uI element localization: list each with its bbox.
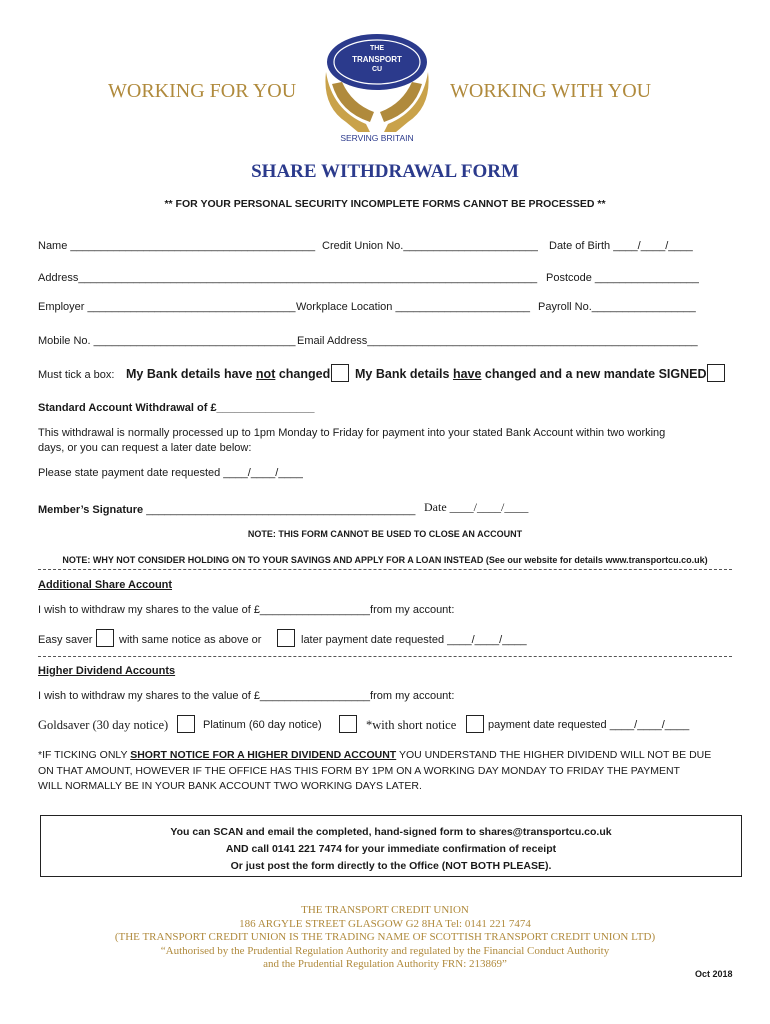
address-field[interactable]: Address___________________________________________________________________________ — [38, 272, 538, 284]
footer-trading-name: (THE TRANSPORT CREDIT UNION IS THE TRADING NAME OF SCOTTISH TRANSPORT CREDIT UNION LTD) — [114, 931, 656, 943]
platinum-checkbox[interactable] — [339, 715, 357, 733]
loan-note: NOTE: WHY NOT CONSIDER HOLDING ON TO YOUR SAVINGS AND APPLY FOR A LOAN INSTEAD (See our website for details www.transportcu.co.uk) — [62, 555, 708, 565]
bank-changed-label: My Bank details have changed and a new mandate SIGNED — [355, 367, 707, 381]
additional-share-heading: Additional Share Account — [38, 579, 173, 591]
logo-text-2: TRANSPORT — [352, 55, 402, 64]
goldsaver-label: Goldsaver (30 day notice) — [38, 718, 169, 732]
bank-unchanged-label: My Bank details have not changed — [126, 367, 331, 381]
page-title: SHARE WITHDRAWAL FORM — [251, 161, 519, 182]
warning-line3: WILL NORMALLY BE IN YOUR BANK ACCOUNT TWO WORKING DAYS LATER. — [38, 780, 422, 792]
processing-text-line2: days, or you can request a later date below: — [38, 442, 252, 454]
signature-date-field[interactable]: Date ____/____/____ — [424, 500, 529, 514]
goldsaver-checkbox[interactable] — [177, 715, 195, 733]
security-note: ** FOR YOUR PERSONAL SECURITY INCOMPLETE FORMS CANNOT BE PROCESSED ** — [164, 198, 606, 210]
employer-field[interactable]: Employer __________________________________ — [38, 301, 296, 313]
additional-withdraw-field[interactable]: I wish to withdraw my shares to the value of £__________________from my account: — [38, 604, 455, 616]
same-notice-label: with same notice as above or — [119, 634, 262, 646]
platinum-label: Platinum (60 day notice) — [203, 719, 322, 731]
footer-regulation-1: “Authorised by the Prudential Regulation Authority and regulated by the Financial Conduct Authority — [160, 944, 610, 957]
footer — [0, 904, 770, 972]
bank-unchanged-checkbox[interactable] — [331, 364, 349, 382]
higher-dividend-heading: Higher Dividend Accounts — [38, 665, 176, 677]
easy-saver-label: Easy saver — [38, 634, 93, 646]
payment-date-field[interactable]: Please state payment date requested ____/____/____ — [38, 467, 303, 479]
email-field[interactable]: Email Address______________________________________________________ — [297, 335, 698, 347]
logo-tagline: SERVING BRITAIN — [340, 133, 414, 143]
divider — [38, 569, 732, 570]
warning-line2: ON THAT AMOUNT, HOWEVER IF THE OFFICE HAS THIS FORM BY 1PM ON A WORKING DAY MONDAY TO FRIDAY THE PAYMENT — [38, 765, 680, 777]
close-account-note: NOTE: THIS FORM CANNOT BE USED TO CLOSE AN ACCOUNT — [247, 529, 523, 539]
easy-saver-checkbox[interactable] — [96, 629, 114, 647]
standard-withdrawal-field[interactable]: Standard Account Withdrawal of £________________ — [38, 402, 315, 414]
date-of-birth-field[interactable]: Date of Birth ____/____/____ — [549, 240, 693, 252]
footer-address: 186 ARGYLE STREET GLASGOW G2 8HA Tel: 0141 221 7474 — [239, 917, 531, 930]
higher-payment-date-field[interactable]: payment date requested ____/____/____ — [488, 719, 690, 731]
slogan-left: WORKING FOR YOU — [108, 80, 297, 102]
bank-changed-checkbox[interactable] — [707, 364, 725, 382]
tick-box-prompt: Must tick a box: — [38, 369, 115, 381]
mobile-field[interactable]: Mobile No. _________________________________ — [38, 335, 296, 347]
same-notice-checkbox[interactable] — [277, 629, 295, 647]
footer-regulation-2: and the Prudential Regulation Authority FRN: 213869” — [263, 958, 507, 970]
short-notice-checkbox[interactable] — [466, 715, 484, 733]
postcode-field[interactable]: Postcode _________________ — [546, 272, 699, 284]
short-notice-label: *with short notice — [366, 718, 457, 732]
divider — [38, 656, 732, 657]
logo-text-3: CU — [371, 66, 383, 73]
warning-line1: *IF TICKING ONLY SHORT NOTICE FOR A HIGHER DIVIDEND ACCOUNT YOU UNDERSTAND THE HIGHER DIVIDEND WILL NOT BE DUE — [38, 749, 712, 761]
later-payment-date-field[interactable]: later payment date requested ____/____/____ — [301, 634, 527, 646]
logo-text-1: THE — [370, 45, 384, 52]
instructions-line1: You can SCAN and email the completed, hand-signed form to shares@transportcu.co.uk — [170, 826, 612, 838]
instructions-line2: AND call 0141 221 7474 for your immediate confirmation of receipt — [225, 843, 557, 855]
credit-union-no-field[interactable]: Credit Union No.______________________ — [322, 240, 538, 252]
form-version: Oct 2018 — [695, 969, 733, 979]
workplace-location-field[interactable]: Workplace Location ______________________ — [296, 301, 531, 313]
name-field[interactable]: Name ________________________________________ — [38, 240, 316, 252]
signature-label: Member’s Signature — [38, 504, 147, 516]
slogan-right: WORKING WITH YOU — [450, 80, 652, 102]
signature-row[interactable] — [38, 500, 415, 518]
payroll-no-field[interactable]: Payroll No._________________ — [538, 301, 696, 313]
instructions-line3: Or just post the form directly to the Office (NOT BOTH PLEASE). — [230, 860, 552, 872]
signature-line[interactable]: ____________________________________________ — [146, 504, 416, 516]
footer-org-name: THE TRANSPORT CREDIT UNION — [301, 904, 469, 916]
instructions-box — [40, 815, 742, 877]
processing-text-line1: This withdrawal is normally processed up to 1pm Monday to Friday for payment into your stated Bank Account within two working — [38, 427, 666, 439]
higher-withdraw-field[interactable]: I wish to withdraw my shares to the value of £__________________from my account: — [38, 690, 455, 702]
